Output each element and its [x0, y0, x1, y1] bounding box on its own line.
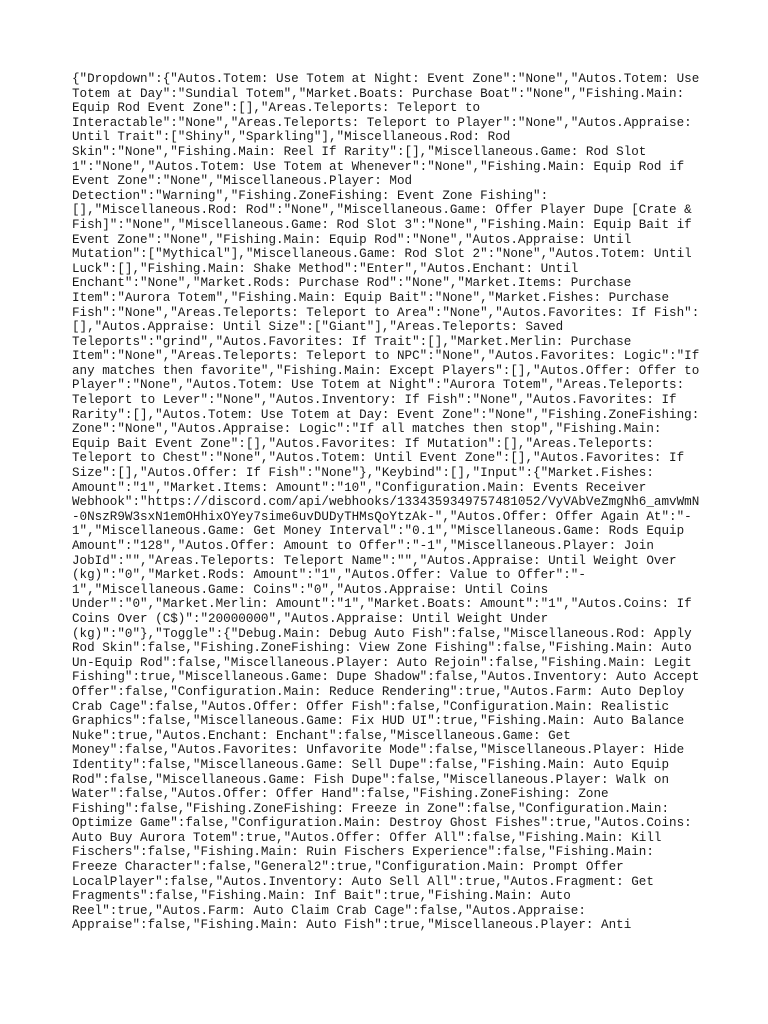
text-line: Rod":false,"Miscellaneous.Game: Fish Dupe":false,"Miscellaneous.Player: Walk on [72, 772, 670, 787]
text-line: Reel":true,"Autos.Farm: Auto Claim Crab Cage":false,"Autos.Appraise: [72, 903, 586, 918]
text-line: Un-Equip Rod":false,"Miscellaneous.Player: Auto Rejoin":false,"Fishing.Main: Legit [72, 655, 692, 670]
text-line: Under":"0","Market.Merlin: Amount":"1","Market.Boats: Amount":"1","Autos.Coins: If [72, 597, 692, 612]
text-line: Skin":"None","Fishing.Main: Reel If Rarity":[],"Miscellaneous.Game: Rod Slot [72, 144, 647, 159]
text-line: Fishing":false,"Fishing.ZoneFishing: Freeze in Zone":false,"Configuration.Main: [72, 801, 670, 816]
text-line: Size":[],"Autos.Offer: If Fish":"None"},"Keybind":[],"Input":{"Market.Fishes: [72, 466, 654, 481]
text-line: [],"Miscellaneous.Rod: Rod":"None","Miscellaneous.Game: Offer Player Dupe [Crate & [72, 203, 692, 218]
text-line: Optimize Game":false,"Configuration.Main: Destroy Ghost Fishes":true,"Autos.Coins: [72, 816, 692, 831]
text-line: Money":false,"Autos.Favorites: Unfavorite Mode":false,"Miscellaneous.Player: Hide [72, 743, 685, 758]
text-line: Detection":"Warning","Fishing.ZoneFishing: Event Zone Fishing": [72, 188, 549, 203]
text-line: Amount":"128","Autos.Offer: Amount to Offer":"-1","Miscellaneous.Player: Join [72, 539, 654, 553]
text-line: Webhook":"https://discord.com/api/webhooks/1334359349757481052/VyVAbVeZmgNh6_amvWmN [72, 495, 700, 510]
text-line: any matches then favorite","Fishing.Main: Except Players":[],"Autos.Offer: Offer to [72, 363, 700, 378]
text-line: {"Dropdown":{"Autos.Totem: Use Totem at Night: Event Zone":"None","Autos.Totem: Use [72, 72, 700, 86]
text-line: Offer":false,"Configuration.Main: Reduce Rendering":true,"Autos.Farm: Auto Deploy [72, 684, 685, 699]
text-line: Coins Over (C$)":"20000000","Autos.Appraise: Until Weight Under [72, 611, 549, 626]
text-line: Item":"None","Areas.Teleports: Teleport to NPC":"None","Autos.Favorites: Logic":"If [72, 349, 700, 364]
text-line: Appraise":false,"Fishing.Main: Auto Fish":true,"Miscellaneous.Player: Anti [72, 918, 632, 933]
text-line: Identity":false,"Miscellaneous.Game: Sell Dupe":false,"Fishing.Main: Auto Equip [72, 757, 670, 772]
text-line: Player":"None","Autos.Totem: Use Totem at Night":"Aurora Totem","Areas.Teleports: [72, 378, 685, 393]
text-line: 1","Miscellaneous.Game: Coins":"0","Autos.Appraise: Until Coins [72, 582, 549, 597]
text-line: Fischers":false,"Fishing.Main: Ruin Fischers Experience":false,"Fishing.Main: [72, 845, 654, 860]
document-body [72, 72, 712, 933]
text-line: Event Zone":"None","Fishing.Main: Equip Rod":"None","Autos.Appraise: Until [72, 232, 632, 247]
text-line: (kg)":"0"},"Toggle":{"Debug.Main: Debug Auto Fish":false,"Miscellaneous.Rod: Apply [72, 626, 692, 641]
text-line: Teleport to Chest":"None","Autos.Totem: Until Event Zone":[],"Autos.Favorites: If [72, 451, 685, 466]
text-line: Rarity":[],"Autos.Totem: Use Totem at Day: Event Zone":"None","Fishing.ZoneFishing: [72, 407, 700, 422]
text-line: Amount":"1","Market.Items: Amount":"10","Configuration.Main: Events Receiver [72, 480, 647, 495]
text-line: LocalPlayer":false,"Autos.Inventory: Auto Sell All":true,"Autos.Fragment: Get [72, 874, 654, 889]
text-line: 1":"None","Autos.Totem: Use Totem at Whenever":"None","Fishing.Main: Equip Rod if [72, 159, 685, 174]
text-line: Interactable":"None","Areas.Teleports: Teleport to Player":"None","Autos.Appraise: [72, 115, 692, 130]
text-line: Nuke":true,"Autos.Enchant: Enchant":false,"Miscellaneous.Game: Get [72, 728, 571, 743]
text-line: Fragments":false,"Fishing.Main: Inf Bait":true,"Fishing.Main: Auto [72, 889, 571, 904]
text-line: Auto Buy Aurora Totem":true,"Autos.Offer: Offer All":false,"Fishing.Main: Kill [72, 830, 662, 845]
text-line: Fish]":"None","Miscellaneous.Game: Rod Slot 3":"None","Fishing.Main: Equip Bait if [72, 217, 692, 232]
text-line: Enchant":"None","Market.Rods: Purchase Rod":"None","Market.Items: Purchase [72, 276, 632, 291]
text-line: Until Trait":["Shiny","Sparkling"],"Miscellaneous.Rod: Rod [72, 130, 511, 145]
text-line: 1","Miscellaneous.Game: Get Money Interval":"0.1","Miscellaneous.Game: Rods Equip [72, 524, 685, 539]
text-line: Water":false,"Autos.Offer: Offer Hand":false,"Fishing.ZoneFishing: Zone [72, 787, 609, 802]
text-line: (kg)":"0","Market.Rods: Amount":"1","Autos.Offer: Value to Offer":"- [72, 568, 586, 583]
text-line: JobId":"","Areas.Teleports: Teleport Name":"","Autos.Appraise: Until Weight Over [72, 553, 677, 568]
text-line: Fishing":true,"Miscellaneous.Game: Dupe Shadow":false,"Autos.Inventory: Auto Accept [72, 670, 700, 685]
text-line: Equip Rod Event Zone":[],"Areas.Teleports: Teleport to [72, 101, 481, 116]
text-line: [],"Autos.Appraise: Until Size":["Giant"],"Areas.Teleports: Saved [72, 320, 564, 335]
text-line: Mutation":["Mythical"],"Miscellaneous.Game: Rod Slot 2":"None","Autos.Totem: Until [72, 247, 692, 262]
text-line: Totem at Day":"Sundial Totem","Market.Boats: Purchase Boat":"None","Fishing.Main: [72, 86, 685, 101]
text-line: Luck":[],"Fishing.Main: Shake Method":"Enter","Autos.Enchant: Until [72, 261, 579, 276]
text-line: Teleport to Lever":"None","Autos.Inventory: If Fish":"None","Autos.Favorites: If [72, 393, 677, 408]
text-line: Teleports":"grind","Autos.Favorites: If Trait":[],"Market.Merlin: Purchase [72, 334, 632, 349]
text-line: Event Zone":"None","Miscellaneous.Player: Mod [72, 174, 413, 189]
text-line: Graphics":false,"Miscellaneous.Game: Fix HUD UI":true,"Fishing.Main: Auto Balance [72, 714, 685, 729]
text-line: Zone":"None","Autos.Appraise: Logic":"If all matches then stop","Fishing.Main: [72, 422, 662, 437]
text-line: Item":"Aurora Totem","Fishing.Main: Equip Bait":"None","Market.Fishes: Purchase [72, 290, 670, 305]
text-line: Rod Skin":false,"Fishing.ZoneFishing: View Zone Fishing":false,"Fishing.Main: Auto [72, 641, 692, 656]
text-line: Crab Cage":false,"Autos.Offer: Offer Fish":false,"Configuration.Main: Realistic [72, 699, 670, 714]
text-line: Freeze Character":false,"General2":true,"Configuration.Main: Prompt Offer [72, 860, 624, 875]
text-line: -0NszR9W3sxN1emOHhixOYey7sime6uvDUDyTHMsQoYtzAk-","Autos.Offer: Offer Again At":"- [72, 509, 692, 524]
text-line: Fish":"None","Areas.Teleports: Teleport to Area":"None","Autos.Favorites: If Fish": [72, 305, 700, 320]
text-line: Equip Bait Event Zone":[],"Autos.Favorites: If Mutation":[],"Areas.Teleports: [72, 436, 654, 451]
